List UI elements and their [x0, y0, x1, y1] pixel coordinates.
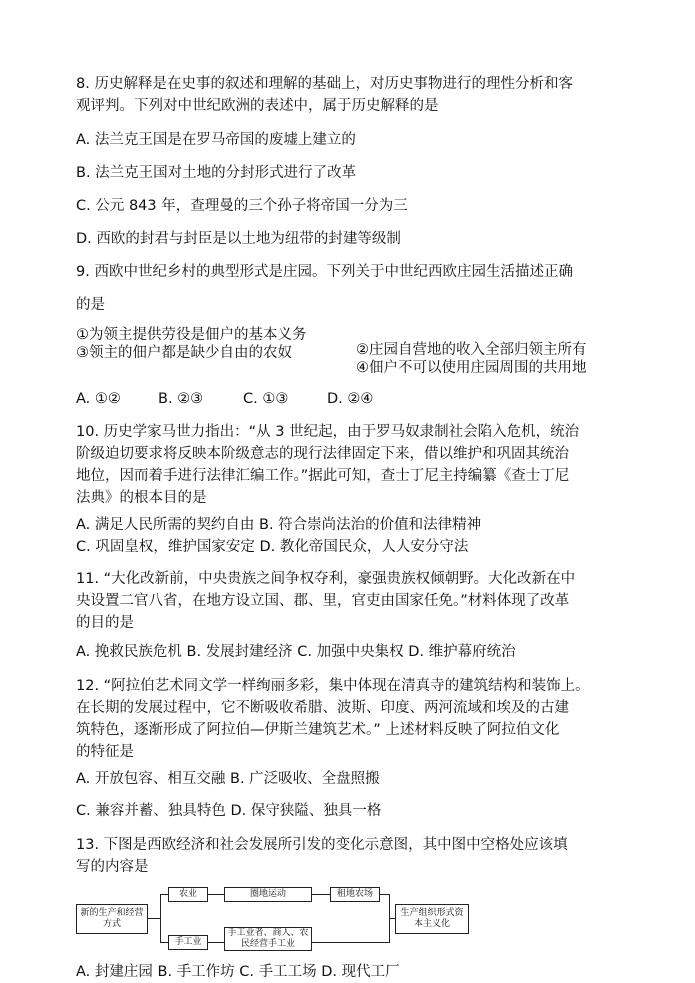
q11-stem-line1: 11. “大化改新前，中央贵族之间争权夺利，豪强贵族权倾朝野。大化改新在中: [76, 571, 576, 587]
q12-stem-line4: 的特征是: [76, 744, 134, 760]
diagram-box-agriculture: 农业: [168, 887, 208, 902]
q8-stem-line1: 8. 历史解释是在史事的叙述和理解的基础上，对历史事物进行的理性分析和客: [76, 76, 573, 92]
q9-statement-2: ②庄园自营地的收入全部归领主所有: [356, 342, 587, 358]
diagram-box-new-methods: 新的生产和经营方式: [76, 904, 148, 934]
q9-option-a: A. ①②: [76, 391, 121, 407]
q8-option-a: A. 法兰克王国是在罗马帝国的废墟上建立的: [76, 132, 356, 148]
q10-stem-line1: 10. 历史学家马世力指出：“从 3 世纪起，由于罗马奴隶制社会陷入危机，统治: [76, 424, 580, 440]
q9-statement-1: ①为领主提供劳役是佃户的基本义务: [76, 327, 307, 343]
q12-stem-line3: 筑特色，逐渐形成了阿拉伯—伊斯兰建筑艺术。” 上述材料反映了阿拉伯文化: [76, 722, 560, 738]
q12-stem-line2: 在长期的发展过程中，它不断吸收希腊、波斯、印度、两河流域和埃及的古建: [76, 700, 569, 716]
diagram-box-handicraft: 手工业: [168, 935, 208, 950]
q9-option-c: C. ①③: [243, 391, 289, 407]
q13-options: A. 封建庄园 B. 手工作坊 C. 手工工场 D. 现代工厂: [76, 964, 400, 980]
q8-option-d: D. 西欧的封君与封臣是以土地为纽带的封建等级制: [76, 231, 401, 247]
diagram-box-enclosure: 圈地运动: [224, 887, 312, 902]
q9-stem-line2: 的是: [76, 297, 105, 313]
q10-stem-line3: 地位，因而着手进行法律汇编工作。”据此可知，查士丁尼主持编纂《查士丁尼: [76, 468, 570, 484]
q10-stem-line2: 阶级迫切要求将反映本阶级意志的现行法律固定下来，借以维护和巩固其统治: [76, 446, 569, 462]
q11-options: A. 挽救民族危机 B. 发展封建经济 C. 加强中央集权 D. 维护幕府统治: [76, 644, 516, 660]
q9-option-d: D. ②④: [327, 391, 374, 407]
q9-stem-line1: 9. 西欧中世纪乡村的典型形式是庄园。下列关于中世纪西欧庄园生活描述正确: [76, 264, 573, 280]
q12-options-ab: A. 开放包容、相互交融 B. 广泛吸收、全盘照搬: [76, 771, 380, 787]
q13-stem-line1: 13. 下图是西欧经济和社会发展所引发的变化示意图，其中图中空格处应该填: [76, 837, 568, 853]
q12-options-cd: C. 兼容并蓄、独具特色 D. 保守狭隘、独具一格: [76, 803, 382, 819]
q10-stem-line4: 法典》的根本目的是: [76, 490, 207, 506]
q10-options-ab: A. 满足人民所需的契约自由 B. 符合崇尚法治的价值和法律精神: [76, 517, 482, 533]
q8-option-c: C. 公元 843 年，查理曼的三个孙子将帝国一分为三: [76, 198, 408, 214]
q10-options-cd: C. 巩固皇权，维护国家安定 D. 教化帝国民众，人人安分守法: [76, 539, 469, 555]
q9-option-b: B. ②③: [158, 391, 204, 407]
diagram-box-merchants: 手工业者、商人、农民经营手工业: [224, 927, 312, 951]
q11-stem-line2: 央设置二官八省，在地方设立国、郡、里，官吏由国家任免。”材料体现了改革: [76, 593, 570, 609]
q11-stem-line3: 的目的是: [76, 615, 134, 631]
q9-statement-4: ④佃户不可以使用庄园周围的共用地: [356, 360, 587, 376]
q13-flow-diagram: [76, 886, 476, 948]
diagram-box-capitalist-organization: 生产组织形式资本主义化: [395, 904, 469, 934]
diagram-box-tenant-farm: 租地农场: [330, 887, 380, 902]
q9-statement-3: ③领主的佃户都是缺少自由的农奴: [76, 345, 292, 361]
q12-stem-line1: 12. “阿拉伯艺术同文学一样绚丽多彩，集中体现在清真寺的建筑结构和装饰上。: [76, 678, 590, 694]
q8-stem-line2: 观评判。下列对中世纪欧洲的表述中，属于历史解释的是: [76, 98, 439, 114]
q8-option-b: B. 法兰克王国对土地的分封形式进行了改革: [76, 165, 357, 181]
q13-stem-line2: 写的内容是: [76, 859, 149, 875]
